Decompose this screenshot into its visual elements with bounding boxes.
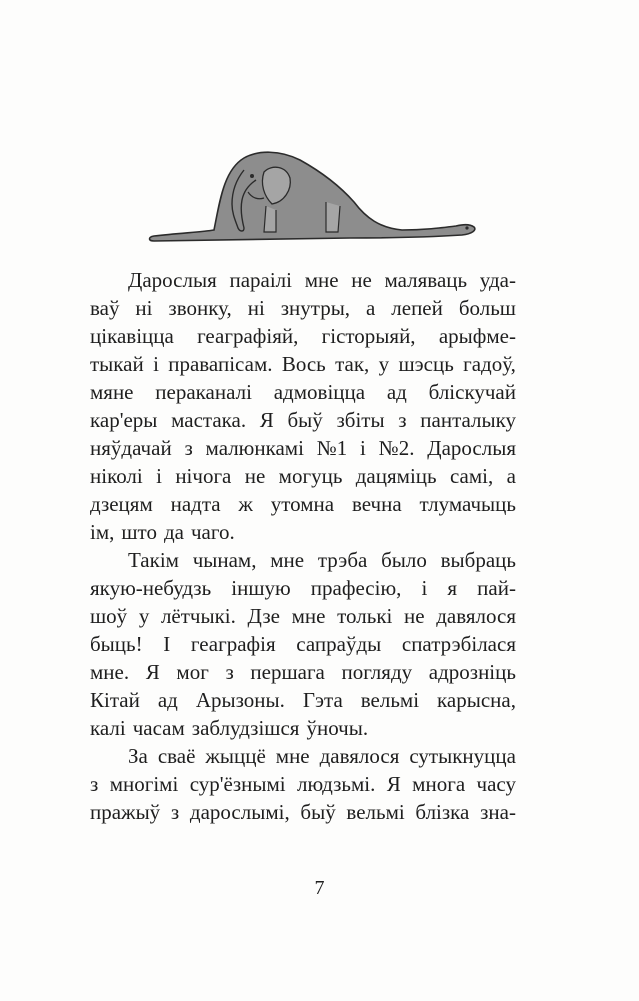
text-line: цікавіцца геаграфіяй, гісторыяй, арыфме-	[90, 324, 516, 348]
elephant-eye	[250, 174, 254, 178]
text-line: дзецям надта ж утомна вечна тлумачыць	[90, 492, 516, 516]
boa-elephant-illustration	[140, 140, 485, 250]
text-line: тыкай і правапісам. Вось так, у шэсць гадоў,	[90, 352, 516, 376]
text-line: Дарослыя параілі мне не маляваць уда-	[128, 268, 516, 292]
text-line: ваў ні звонку, ні знутры, а лепей больш	[90, 296, 516, 320]
text-line: ім, што да чаго.	[90, 520, 235, 544]
text-line: кар'еры мастака. Я быў збіты з панталыку	[90, 408, 516, 432]
text-line: якую-небудзь іншую прафесію, і я пай-	[90, 576, 516, 600]
text-line: мне. Я мог з першага погляду адрозніць	[90, 660, 516, 684]
text-line: Кітай ад Арызоны. Гэта вельмі карысна,	[90, 688, 516, 712]
text-line: няўдачай з малюнкамі №1 і №2. Дарослыя	[90, 436, 516, 460]
text-line: Такім чынам, мне трэба было выбраць	[128, 548, 516, 572]
text-line: калі часам заблудзішся ўночы.	[90, 716, 369, 740]
text-line: быць! І геаграфія сапраўды спатрэбілася	[90, 632, 516, 656]
text-line: ніколі і нічога не могуць дацяміць самі, а	[90, 464, 516, 488]
page-number: 7	[314, 877, 325, 899]
elephant-back-leg	[326, 202, 340, 232]
boa-body	[150, 152, 475, 241]
boa-eye	[465, 226, 468, 229]
text-line: пражыў з дарослымі, быў вельмі блізка зна-	[90, 800, 516, 824]
text-line: мяне пераканалі адмовіцца ад бліскучай	[90, 380, 516, 404]
text-line: з многімі сур'ёзнымі людзьмі. Я многа часу	[90, 772, 516, 796]
elephant-front-leg	[264, 206, 276, 232]
text-line: За сваё жыццё мне давялося сутыкнуцца	[128, 744, 516, 768]
text-body	[90, 266, 516, 826]
text-line: шоў у лётчыкі. Дзе мне толькі не давялося	[90, 604, 516, 628]
